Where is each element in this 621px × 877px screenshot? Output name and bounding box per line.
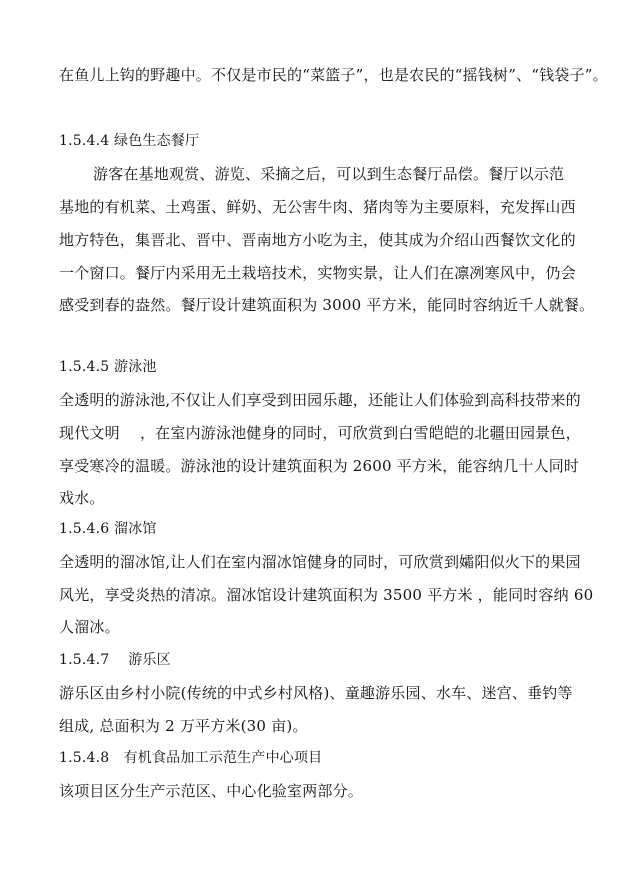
- paragraph-line: 一个窗口。餐厅内采用无土栽培技术，实物实景，让人们在凛冽寒风中，仍会: [59, 264, 576, 282]
- section-heading-swimming-pool: 1.5.4.5 游泳池: [59, 359, 157, 375]
- paragraph-line: 现代文明 ，在室内游泳池健身的同时，可欣赏到白雪皑皑的北疆田园景色，: [59, 424, 581, 442]
- paragraph-line: 风光，享受炎热的清凉。溜冰馆设计建筑面积为 3500 平方米 ，能同时容纳 60: [59, 586, 594, 604]
- paragraph-line: 人溜冰。: [59, 618, 120, 636]
- intro-line: 在鱼儿上钩的野趣中。不仅是市民的“菜篮子”，也是农民的“摇钱树”、“钱袋子”。: [59, 66, 608, 84]
- paragraph-line: 地方特色，集晋北、晋中、晋南地方小吃为主，使其成为介绍山西餐饮文化的: [59, 231, 576, 249]
- paragraph-line: 基地的有机菜、土鸡蛋、鲜奶、无公害牛肉、猪肉等为主要原料，充发挥山西: [59, 198, 576, 216]
- section-heading-organic-food-center: 1.5.4.8 有机食品加工示范生产中心项目: [59, 750, 323, 766]
- paragraph-line: 游乐区由乡村小院(传统的中式乡村风格)、童趣游乐园、水车、迷宫、垂钓等: [59, 684, 573, 702]
- paragraph-line: 全透明的游泳池,不仅让人们享受到田园乐趣，还能让人们体验到高科技带来的: [59, 391, 581, 409]
- paragraph-line: 享受寒冷的温暖。游泳池的设计建筑面积为 2600 平方米，能容纳几十人同时: [59, 457, 580, 475]
- paragraph-line: 组成, 总面积为 2 万平方米(30 亩)。: [59, 717, 308, 735]
- paragraph-line: 全透明的溜冰馆,让人们在室内溜冰馆健身的同时，可欣赏到孀阳似火下的果园: [59, 553, 581, 571]
- section-heading-green-restaurant: 1.5.4.4 绿色生态餐厅: [59, 133, 200, 149]
- section-heading-amusement-area: 1.5.4.7 游乐区: [59, 652, 171, 668]
- paragraph-line: 戏水。: [59, 489, 105, 507]
- paragraph-line: 感受到春的盎然。餐厅设计建筑面积为 3000 平方米，能同时容纳近千人就餐。: [59, 296, 595, 314]
- paragraph-line: 该项目区分生产示范区、中心化验室两部分。: [59, 782, 364, 800]
- paragraph-line: 游客在基地观赏、游览、采摘之后，可以到生态餐厅品偿。餐厅以示范: [93, 165, 565, 183]
- section-heading-ice-rink: 1.5.4.6 溜冰馆: [59, 521, 157, 537]
